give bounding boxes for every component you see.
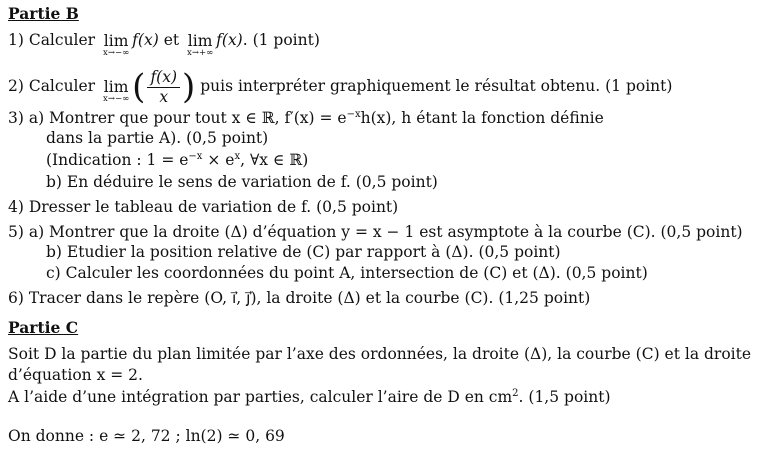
lim-word: lim — [187, 31, 213, 50]
part-c-heading: Partie C — [8, 318, 79, 337]
left-paren: ( — [132, 67, 146, 108]
part-c-integration-question — [8, 389, 611, 406]
q1-fx-1: f(x) — [132, 31, 159, 49]
question-6: 6) Tracer dans le repère (O, i⃗, j⃗), la droite (Δ) et la courbe (C). (1,25 point) — [8, 289, 591, 307]
question-2 — [8, 68, 672, 106]
q2-fraction — [147, 68, 180, 106]
q1-fx-2: f(x) — [216, 31, 243, 49]
q3a-text-end: h(x), h étant la fonction définie — [360, 109, 604, 128]
question-1 — [8, 33, 320, 58]
q1-limit-minus-inf — [103, 31, 130, 59]
cm-exponent: 2 — [512, 388, 519, 399]
q2-prefix: 2) Calculer — [8, 77, 96, 96]
indication-exp2: x — [234, 151, 241, 162]
indication-exp1: −x — [188, 151, 203, 162]
question-3-indication — [46, 152, 308, 169]
lim-sub: x→−∞ — [103, 48, 130, 58]
indication-a: (Indication : 1 = e — [46, 151, 189, 170]
indication-c: , ∀x ∈ ℝ) — [240, 151, 309, 170]
lim-sub: x→−∞ — [103, 94, 130, 105]
fraction-numerator: f(x) — [147, 68, 180, 88]
question-5c: c) Calculer les coordonnées du point A, intersection de (C) et (Δ). (0,5 point) — [46, 264, 648, 282]
given-values: On donne : e ≃ 2, 72 ; ln(2) ≃ 0, 69 — [8, 427, 285, 445]
part-b-heading: Partie B — [8, 4, 79, 23]
indication-b: × e — [202, 151, 235, 170]
lim-sub: x→+∞ — [187, 48, 214, 58]
q1-prefix: 1) Calculer — [8, 31, 96, 49]
q2-suffix: puis interpréter graphiquement le résultat obtenu. (1 point) — [200, 77, 673, 96]
question-4: 4) Dresser le tableau de variation de f. (0,5 point) — [8, 198, 399, 216]
question-5a: 5) a) Montrer que la droite (Δ) d’équation y = x − 1 est asymptote à la courbe (C). (0,5 point) — [8, 223, 743, 241]
question-3b: b) En déduire le sens de variation de f. (0,5 point) — [46, 173, 438, 191]
part-c-paragraph-line1: Soit D la partie du plan limitée par l’axe des ordonnées, la droite (Δ), la courbe (C) et la droite — [8, 345, 752, 363]
q1-et: et — [163, 31, 180, 49]
question-3a-line2: dans la partie A). (0,5 point) — [46, 129, 269, 147]
q2-limit — [103, 77, 130, 105]
question-3a-line1 — [8, 110, 604, 127]
right-paren: ) — [182, 67, 196, 108]
lim-word: lim — [103, 31, 129, 50]
lim-word: lim — [103, 77, 129, 96]
q1-limit-plus-inf — [187, 31, 214, 59]
integration-text: A l’aide d’une intégration par parties, calculer l’aire de D en cm — [8, 388, 513, 407]
q3a-text: 3) a) Montrer que pour tout x ∈ ℝ, f′(x) = e — [8, 109, 347, 128]
part-c-paragraph-line2: d’équation x = 2. — [8, 366, 143, 384]
q1-suffix: . (1 point) — [242, 31, 320, 49]
q3a-exponent: −x — [346, 109, 361, 120]
integration-points: . (1,5 point) — [518, 388, 611, 407]
fraction-denominator: x — [159, 87, 169, 106]
question-5b: b) Etudier la position relative de (C) par rapport à (Δ). (0,5 point) — [46, 243, 561, 261]
